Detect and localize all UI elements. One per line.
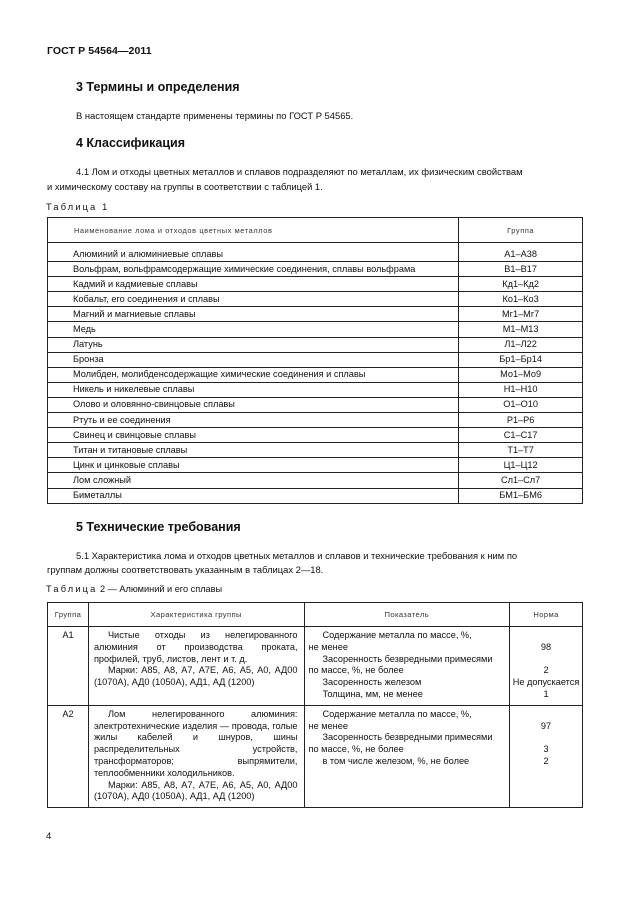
section-4-text-line1: 4.1 Лом и отходы цветных металлов и сплавов подразделяют по металлам, их физическим свойствам (76, 166, 523, 177)
group-code-cell: В1–В17 (459, 262, 583, 277)
scrap-name-cell: Медь (48, 322, 459, 337)
column-header-norm: Норма (510, 603, 583, 627)
norm-harmless-impurities: 2 (543, 665, 549, 676)
group-code-cell: А1–А38 (459, 243, 583, 262)
scrap-name-cell: Олово и оловянно-свинцовые сплавы (48, 397, 459, 412)
indicator-harmless-impurities: Засоренность безвредными примесями по массе, %, не более (308, 732, 493, 755)
section-3-title: 3 Термины и определения (76, 80, 240, 94)
indicator-metal-content-cont: не менее (308, 720, 348, 731)
table-row (48, 337, 583, 352)
norm-iron: 2 (543, 755, 549, 766)
scrap-name-cell: Лом сложный (48, 473, 459, 488)
norm-metal-content: 97 (540, 720, 552, 731)
group-code-cell: Ко1–Ко3 (459, 292, 583, 307)
table-1-caption: Таблица 1 (46, 202, 110, 212)
indicator-thickness: Толщина, мм, не менее (322, 688, 423, 699)
group-code-cell: Мо1–Мо9 (459, 367, 583, 382)
table-row (48, 307, 583, 322)
table-row (48, 352, 583, 367)
table-row (48, 413, 583, 428)
grades-text: Марки: А85, А8, А7, А7Е, А6, А5, А0, АД00 (1070А), АД0 (1050А), АД1, АД (1200) (93, 665, 298, 688)
indicator-metal-content: Содержание металла по массе, %, (322, 708, 472, 719)
indicator-cell (304, 705, 510, 807)
section-4-text-line2: и химическому составу на группы в соответствии с таблицей 1. (47, 181, 323, 192)
scrap-name-cell: Ртуть и ее соединения (48, 413, 459, 428)
characteristic-text: Чистые отходы из нелегированного алюминия от производства проката, профилей, труб, листов, лент и т. д. (93, 630, 298, 664)
section-3-text: В настоящем стандарте применены термины по ГОСТ Р 54565. (76, 110, 354, 121)
group-code-cell: Ц1–Ц12 (459, 458, 583, 473)
table-row (48, 473, 583, 488)
scrap-name-cell: Биметаллы (48, 488, 459, 503)
group-code-cell: Т1–Т7 (459, 443, 583, 458)
indicator-harmless-impurities: Засоренность безвредными примесями по массе, %, не более (308, 653, 493, 676)
norm-harmless-impurities: 3 (543, 744, 549, 755)
page-number: 4 (46, 831, 52, 842)
table-row-a2 (48, 705, 583, 807)
table-row (48, 322, 583, 337)
indicator-cell (304, 627, 510, 706)
group-code-cell: Мг1–Мг7 (459, 307, 583, 322)
norm-cell (510, 627, 583, 706)
scrap-name-cell: Никель и никелевые сплавы (48, 382, 459, 397)
classification-table (47, 217, 583, 504)
norm-thickness: 1 (543, 688, 549, 699)
column-header-group: Группа (48, 603, 89, 627)
indicator-iron: Засоренность железом (322, 677, 422, 688)
group-code-cell: Сл1–Сл7 (459, 473, 583, 488)
section-4-title: 4 Классификация (76, 136, 186, 150)
group-code-cell: С1–С17 (459, 428, 583, 443)
group-code-cell: М1–М13 (459, 322, 583, 337)
group-cell: А2 (48, 705, 89, 807)
table-row (48, 367, 583, 382)
table-row (48, 262, 583, 277)
document-header: ГОСТ Р 54564—2011 (47, 45, 152, 57)
indicator-metal-content-cont: не менее (308, 641, 348, 652)
table-row (48, 243, 583, 262)
group-code-cell: Л1–Л22 (459, 337, 583, 352)
scrap-name-cell: Свинец и свинцовые сплавы (48, 428, 459, 443)
table-row (48, 428, 583, 443)
table-2-caption-label: Таблица (46, 584, 98, 594)
table-row (48, 277, 583, 292)
column-header-name: Наименование лома и отходов цветных металлов (48, 218, 459, 243)
table-row (48, 382, 583, 397)
scrap-name-cell: Магний и магниевые сплавы (48, 307, 459, 322)
group-code-cell: О1–О10 (459, 397, 583, 412)
scrap-name-cell: Титан и титановые сплавы (48, 443, 459, 458)
column-header-indicator: Показатель (304, 603, 510, 627)
table-header-row (48, 218, 583, 243)
table-row-a1 (48, 627, 583, 706)
scrap-name-cell: Кобальт, его соединения и сплавы (48, 292, 459, 307)
section-5-text-line2: группам должны соответствовать указанным в таблицах 2—18. (47, 564, 324, 575)
scrap-name-cell: Вольфрам, вольфрамсодержащие химические соединения, сплавы вольфрама (48, 262, 459, 277)
table-2-caption (46, 584, 222, 594)
column-header-group: Группа (459, 218, 583, 243)
scrap-name-cell: Молибден, молибденсодержащие химические соединения и сплавы (48, 367, 459, 382)
scrap-name-cell: Цинк и цинковые сплавы (48, 458, 459, 473)
indicator-metal-content: Содержание металла по массе, %, (322, 630, 472, 640)
characteristic-text: Лом нелегированного алюминия: электротехнические изделия — провода, голые жилы кабелей и шнуров, шины распределительных устройств, трансформаторов; выпрямители, теплообменники холодильников. (93, 708, 298, 778)
group-cell: А1 (48, 627, 89, 706)
table-row (48, 458, 583, 473)
scrap-name-cell: Бронза (48, 352, 459, 367)
table-row (48, 397, 583, 412)
group-code-cell: Н1–Н10 (459, 382, 583, 397)
group-code-cell: Бр1–Бр14 (459, 352, 583, 367)
characteristic-cell (88, 627, 304, 706)
section-5-title: 5 Технические требования (76, 520, 241, 534)
table-row (48, 488, 583, 503)
norm-iron: Не допускается (512, 677, 580, 688)
scrap-name-cell: Алюминий и алюминиевые сплавы (48, 243, 459, 262)
aluminium-requirements-table (47, 602, 583, 808)
scrap-name-cell: Кадмий и кадмиевые сплавы (48, 277, 459, 292)
table-row (48, 443, 583, 458)
norm-metal-content: 98 (540, 641, 552, 652)
scrap-name-cell: Латунь (48, 337, 459, 352)
table-2-caption-title: 2 — Алюминий и его сплавы (100, 584, 223, 594)
norm-cell (510, 705, 583, 807)
indicator-iron: в том числе железом, %, не более (322, 755, 470, 766)
table-row (48, 292, 583, 307)
group-code-cell: Р1–Р6 (459, 413, 583, 428)
group-code-cell: БМ1–БМ6 (459, 488, 583, 503)
section-5-text-line1: 5.1 Характеристика лома и отходов цветных металлов и сплавов и технические требования к ним по (76, 550, 518, 561)
table-header-row (48, 603, 583, 627)
characteristic-cell (88, 705, 304, 807)
group-code-cell: Кд1–Кд2 (459, 277, 583, 292)
column-header-characteristic: Характеристика группы (88, 603, 304, 627)
grades-text: Марки: А85, А8, А7, А7Е, А6, А5, А0, АД00 (1070А), АД0 (1050А), АД1, АД (1200) (93, 779, 298, 802)
